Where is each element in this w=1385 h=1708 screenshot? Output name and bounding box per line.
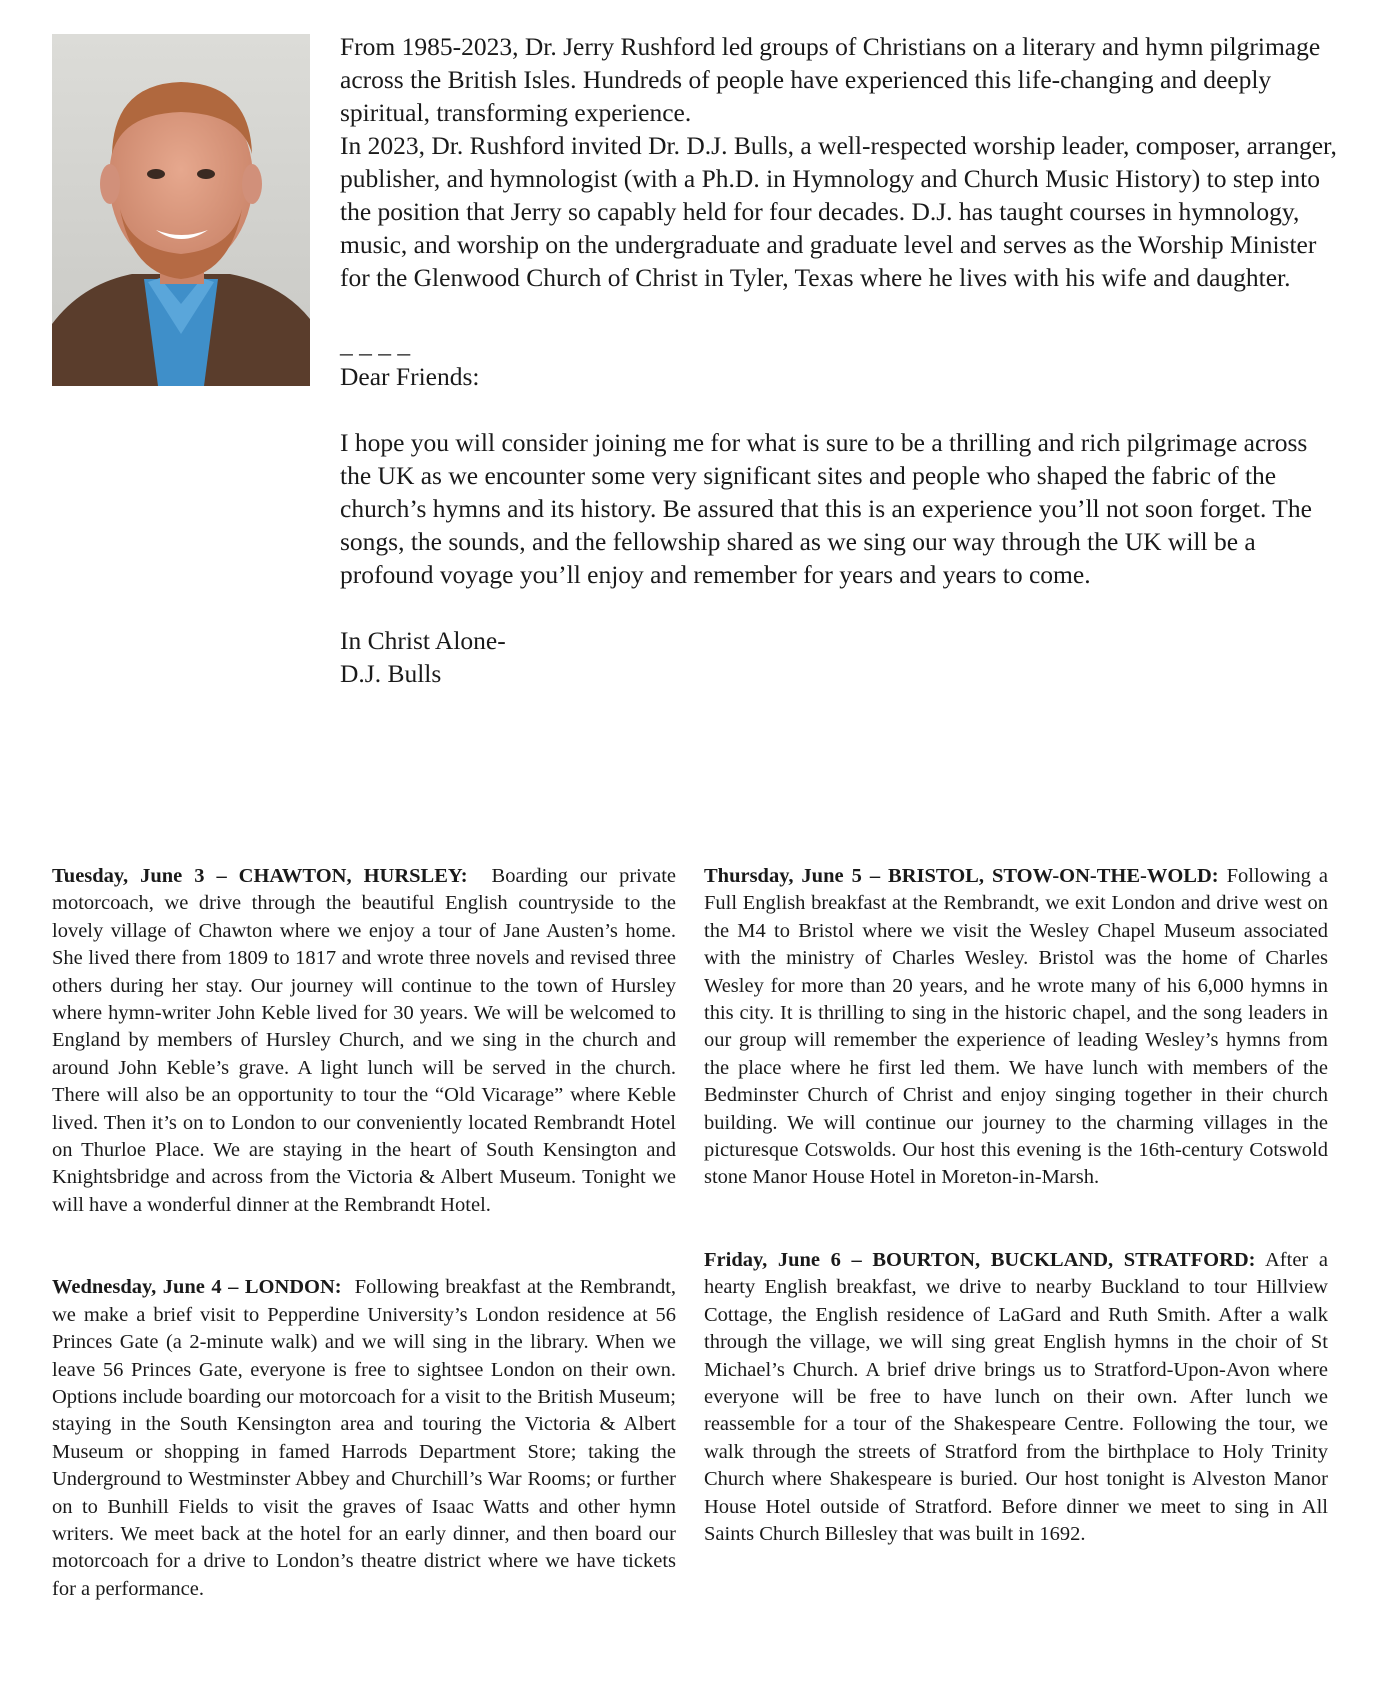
day-text: Following breakfast at the Rembrandt, we make a brief visit to Pepperdine University’s London residence at 56 Princes Gate (a 2-minute walk) and we will sing in the library. When we leave 56 Princes Gate, everyone is free to sightsee London on their own. Options include boarding our motorcoach for a visit to the British Museum; staying in the South Kensington area and touring the Victoria & Albert Museum or shopping in famed Harrods Department Store; taking the Underground to Westminster Abbey and Churchill’s War Rooms; or further on to Bunhill Fields to visit the graves of Isaac Watts and other hymn writers. We meet back at the hotel for an early dinner, and then board our motorcoach for a drive to London’s theatre district where we have tickets for a performance. <box>52 1276 677 1600</box>
day-text: Following a Full English breakfast at the Rembrandt, we exit London and drive west on the M4 to Bristol where we visit the Wesley Chapel Museum associated with the ministry of Charles Wesley. Bristol was the home of Charles Wesley for more than 20 years, and he wrote many of his 6,000 hymns in this city. It is thrilling to sing in the historic chapel, and the song leaders in our group will remember the experience of leading Wesley’s hymns from the place where he first led them. We have lunch with members of the Bedminster Church of Christ and enjoy singing together in their church building. We will continue our journey to the charming villages in the picturesque Cotswolds. Our host this evening is the 16th-century Cotswold stone Manor House Hotel in Moreton-in-Marsh. <box>704 865 1328 1189</box>
day-heading: Tuesday, June 3 – CHAWTON, HURSLEY: <box>52 865 468 887</box>
day-entry <box>704 1247 1328 1548</box>
signature: D.J. Bulls <box>340 659 442 688</box>
introduction <box>340 30 1340 690</box>
day-heading: Wednesday, June 4 – LONDON: <box>52 1276 342 1299</box>
letter-body: I hope you will consider joining me for what is sure to be a thrilling and rich pilgrimage across the UK as we encounter some very significant sites and people who shaped the fabric of the church’s hymns and its history. Be assured that this is an experience you’ll not soon forget. The songs, the sounds, and the fellowship shared as we sing our way through the UK will be a profound voyage you’ll enjoy and remember for years and years to come. <box>340 428 1312 589</box>
closing: In Christ Alone- <box>340 626 506 655</box>
portrait-photo <box>52 34 310 386</box>
day-heading: Thursday, June 5 – BRISTOL, STOW-ON-THE-WOLD: <box>704 865 1219 887</box>
intro-paragraph-1: From 1985-2023, Dr. Jerry Rushford led groups of Christians on a literary and hymn pilgrimage across the British Isles. Hundreds of people have experienced this life-changing and deeply spiritual, transforming experience. <box>340 32 1321 127</box>
day-heading: Friday, June 6 – BOURTON, BUCKLAND, STRATFORD: <box>704 1248 1256 1271</box>
intro-paragraph-2: In 2023, Dr. Rushford invited Dr. D.J. Bulls, a well-respected worship leader, composer, arranger, publisher, and hymnologist (with a Ph.D. in Hymnology and Church Music History) to step into the position that Jerry so capably held for four decades. D.J. has taught courses in hymnology, music, and worship on the undergraduate and graduate level and serves as the Worship Minister for the Glenwood Church of Christ in Tyler, Texas where he lives with his wife and daughter. <box>340 131 1337 292</box>
itinerary-right-column <box>704 863 1328 1548</box>
greeting: Dear Friends: <box>340 362 480 391</box>
separator: _ _ _ _ <box>340 329 411 358</box>
itinerary-left-column <box>52 863 676 1603</box>
day-text: After a hearty English breakfast, we drive to nearby Buckland to tour Hillview Cottage, the English residence of LaGard and Ruth Smith. After a walk through the village, we will sing great English hymns in the choir of St Michael’s Church. A brief drive brings us to Stratford-Upon-Avon where everyone will be free to have lunch on their own. After lunch we reassemble for a tour of the Shakespeare Centre. Following the tour, we walk through the streets of Stratford from the birthplace to Holy Trinity Church where Shakespeare is buried. Our host tonight is Alveston Manor House Hotel outside of Stratford. Before dinner we meet to sing in All Saints Church Billesley that was built in 1692. <box>704 1248 1328 1545</box>
day-entry <box>52 1274 676 1603</box>
day-text: Boarding our private motorcoach, we drive through the beautiful English countryside to the lovely village of Chawton where we enjoy a tour of Jane Austen’s home. She lived there from 1809 to 1817 and wrote three novels and revised three others during her stay. Our journey will continue to the town of Hursley where hymn-writer John Keble lived for 30 years. We will be welcomed to England by members of Hursley Church, and we sing in the church and around John Keble’s grave. A light lunch will be served in the church. There will also be an opportunity to tour the “Old Vicarage” where Keble lived. Then it’s on to London to our conveniently located Rembrandt Hotel on Thurloe Place. We are staying in the heart of South Kensington and Knightsbridge and across from the Victoria & Albert Museum. Tonight we will have a wonderful dinner at the Rembrandt Hotel. <box>52 865 677 1216</box>
day-entry <box>52 863 676 1219</box>
day-entry <box>704 863 1328 1192</box>
